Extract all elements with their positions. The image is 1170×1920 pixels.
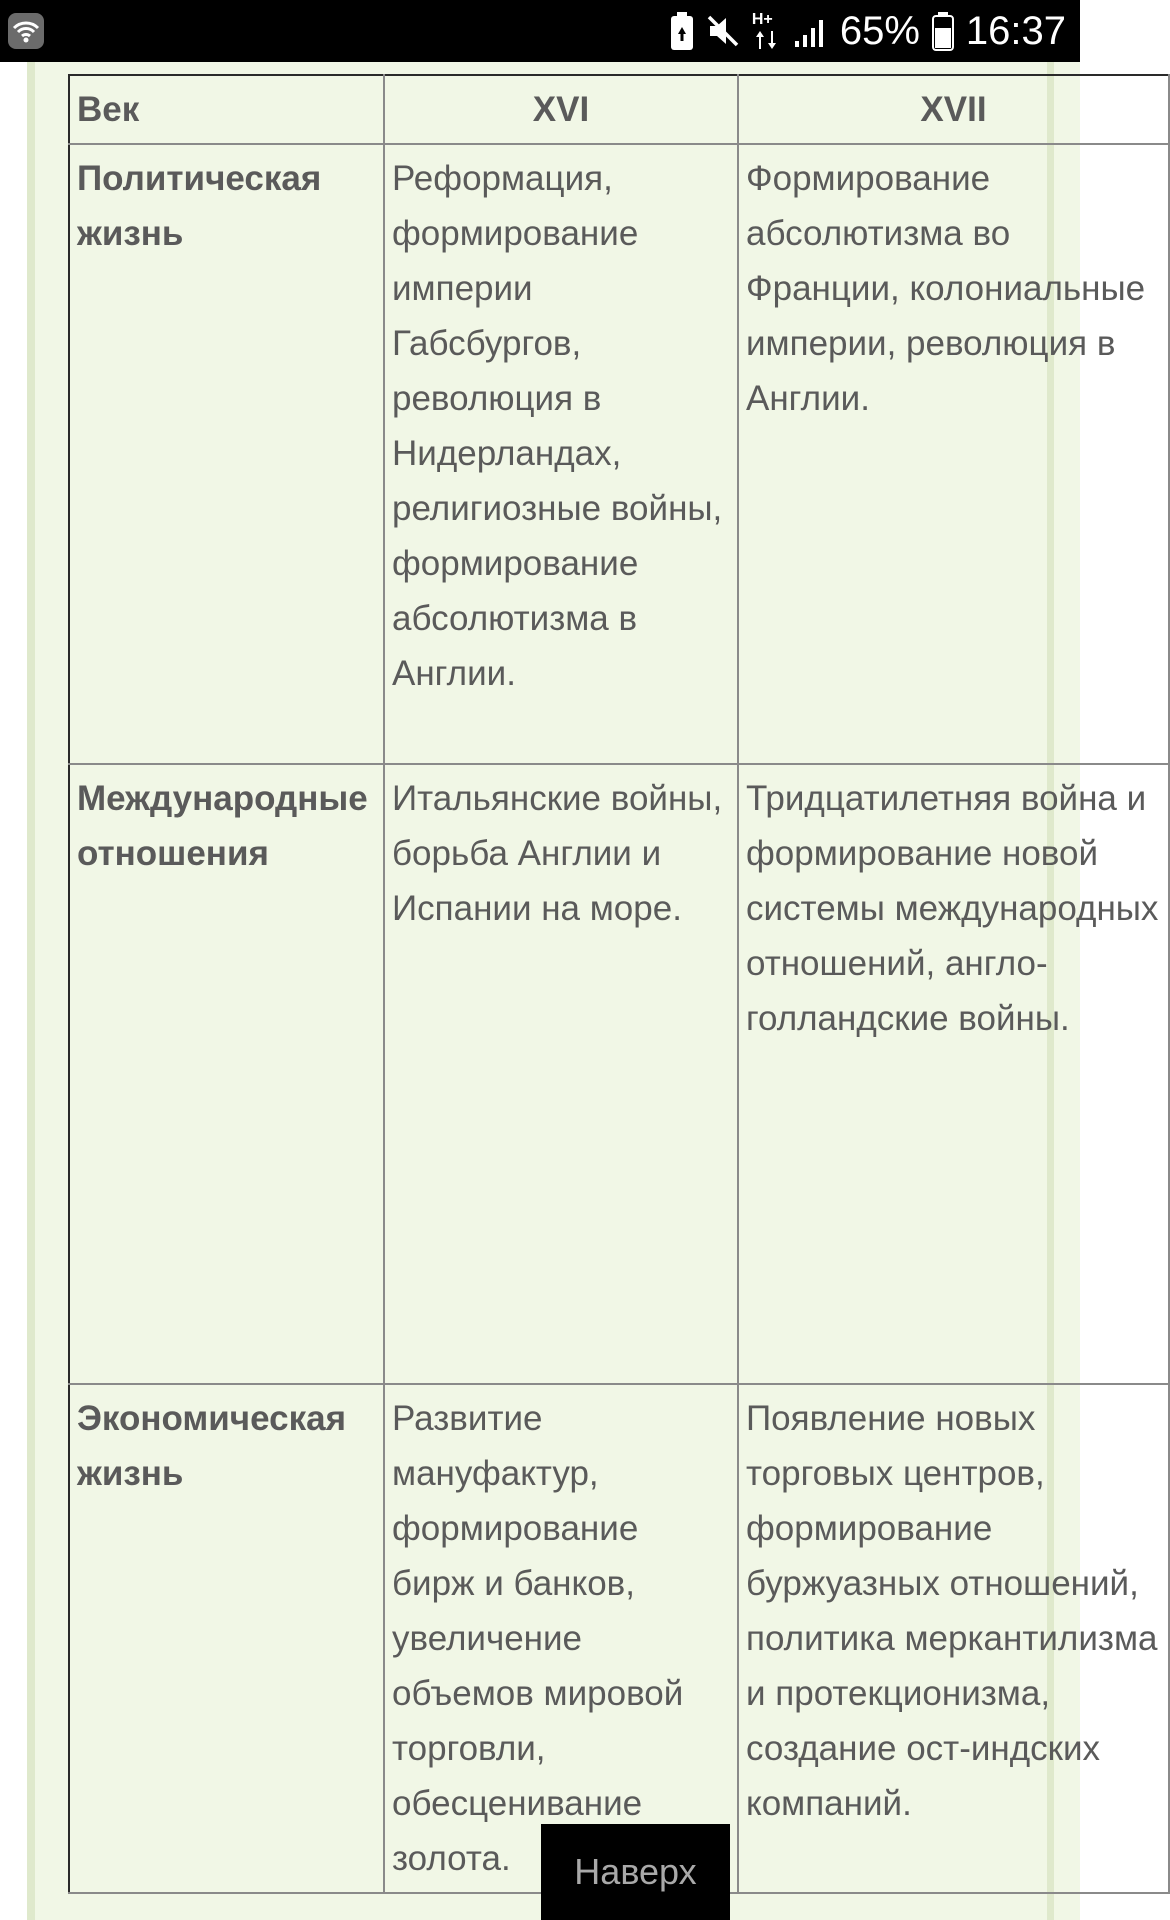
comparison-table-wrapper[interactable] xyxy=(68,74,1168,1894)
status-icons xyxy=(670,0,1066,62)
cell-political-xvii: Формирование абсолютизма во Франции, колониальные империи, революция в Англии. xyxy=(738,144,1169,764)
battery-percent: 65% xyxy=(839,8,920,53)
battery-icon xyxy=(932,12,954,50)
cell-international-xvi: Итальянские войны, борьба Англии и Испании на море. xyxy=(384,764,738,1384)
network-type-label: H+ xyxy=(751,11,773,28)
status-bar xyxy=(0,0,1080,62)
header-label-cell: Век xyxy=(69,75,384,144)
back-to-top-button[interactable]: Наверх xyxy=(541,1824,730,1920)
cell-political-xvi: Реформация, формирование империи Габсбургов, революция в Нидерландах, религиозные войны, формирование абсолютизма в Англии. xyxy=(384,144,738,764)
table-row xyxy=(69,144,1169,764)
page-content[interactable] xyxy=(0,62,1159,1920)
row-label-international: Международные отношения xyxy=(69,764,384,1384)
battery-saver-icon xyxy=(670,12,694,50)
comparison-table xyxy=(68,74,1170,1894)
wifi-icon xyxy=(8,13,44,49)
table-row xyxy=(69,1384,1169,1893)
clock: 16:37 xyxy=(965,8,1066,53)
mute-icon xyxy=(706,14,740,48)
row-label-political: Политическая жизнь xyxy=(69,144,384,764)
header-xvii-cell: XVII xyxy=(738,75,1169,144)
table-header-row xyxy=(69,75,1169,144)
signal-icon xyxy=(794,14,828,48)
row-label-economic: Экономическая жизнь xyxy=(69,1384,384,1893)
cell-economic-xvi: Развитие мануфактур, формирование бирж и банков, увеличение объемов мировой торговли, обесценивание золота. xyxy=(384,1384,738,1893)
cell-international-xvii: Тридцатилетняя война и формирование новой системы международных отношений, англо-голландские войны. xyxy=(738,764,1169,1384)
network-type-icon xyxy=(752,11,782,51)
table-row xyxy=(69,764,1169,1384)
header-xvi-cell: XVI xyxy=(384,75,738,144)
cell-economic-xvii: Появление новых торговых центров, формирование буржуазных отношений, политика меркантилизма и протекционизма, создание ост-индских компаний. xyxy=(738,1384,1169,1893)
